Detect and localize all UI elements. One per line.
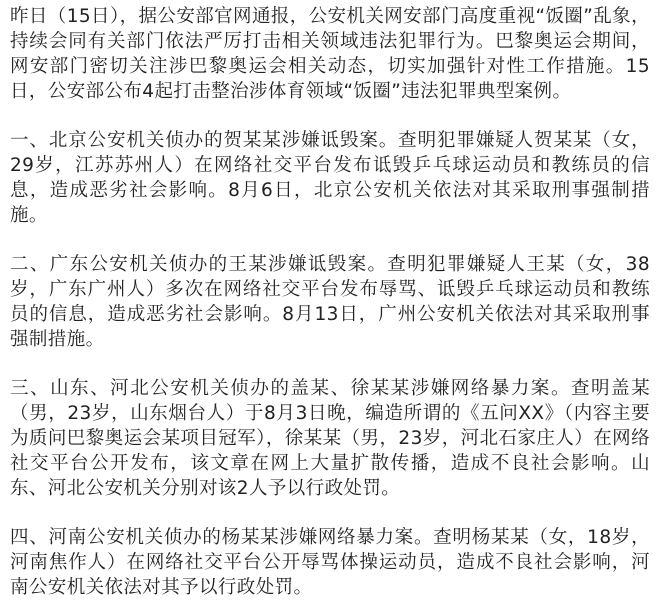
case-paragraph-1: 一、北京公安机关侦办的贺某某涉嫌诋毁案。查明犯罪嫌疑人贺某某（女，29岁，江苏苏州人）在网络社交平台发布诋毁乒乓球运动员和教练员的信息，造成恶劣社会影响。8月6日，北京公安机关依法对其采取刑事强制措施。 xyxy=(10,130,650,226)
intro-paragraph: 昨日（15日），据公安部官网通报，公安机关网安部门高度重视“饭圈”乱象，持续会同有关部门依法严厉打击相关领域违法犯罪行为。巴黎奥运会期间，网安部门密切关注涉巴黎奥运会相关动态，切实加强针对性工作措施。15日，公安部公布4起打击整治涉体育领域“饭圈”违法犯罪典型案例。 xyxy=(10,6,650,102)
article-body xyxy=(10,4,650,600)
case-paragraph-2: 二、广东公安机关侦办的王某涉嫌诋毁案。查明犯罪嫌疑人王某（女，38岁，广东广州人）多次在网络社交平台发布辱骂、诋毁乒乓球运动员和教练员的信息，造成恶劣社会影响。8月13日，广州公安机关依法对其采取刑事强制措施。 xyxy=(10,254,650,350)
case-paragraph-3: 三、山东、河北公安机关侦办的盖某、徐某某涉嫌网络暴力案。查明盖某（男，23岁，山东烟台人）于8月3日晚，编造所谓的《五问XX》（内容主要为质问巴黎奥运会某项目冠军），徐某某（男，23岁，河北石家庄人）在网络社交平台公开发布，该文章在网上大量扩散传播，造成不良社会影响。山东、河北公安机关分别对该2人予以行政处罚。 xyxy=(10,378,650,499)
case-paragraph-4: 四、河南公安机关侦办的杨某某涉嫌网络暴力案。查明杨某某（女，18岁，河南焦作人）在网络社交平台公开辱骂体操运动员，造成不良社会影响，河南公安机关依法对其予以行政处罚。 xyxy=(10,527,650,598)
